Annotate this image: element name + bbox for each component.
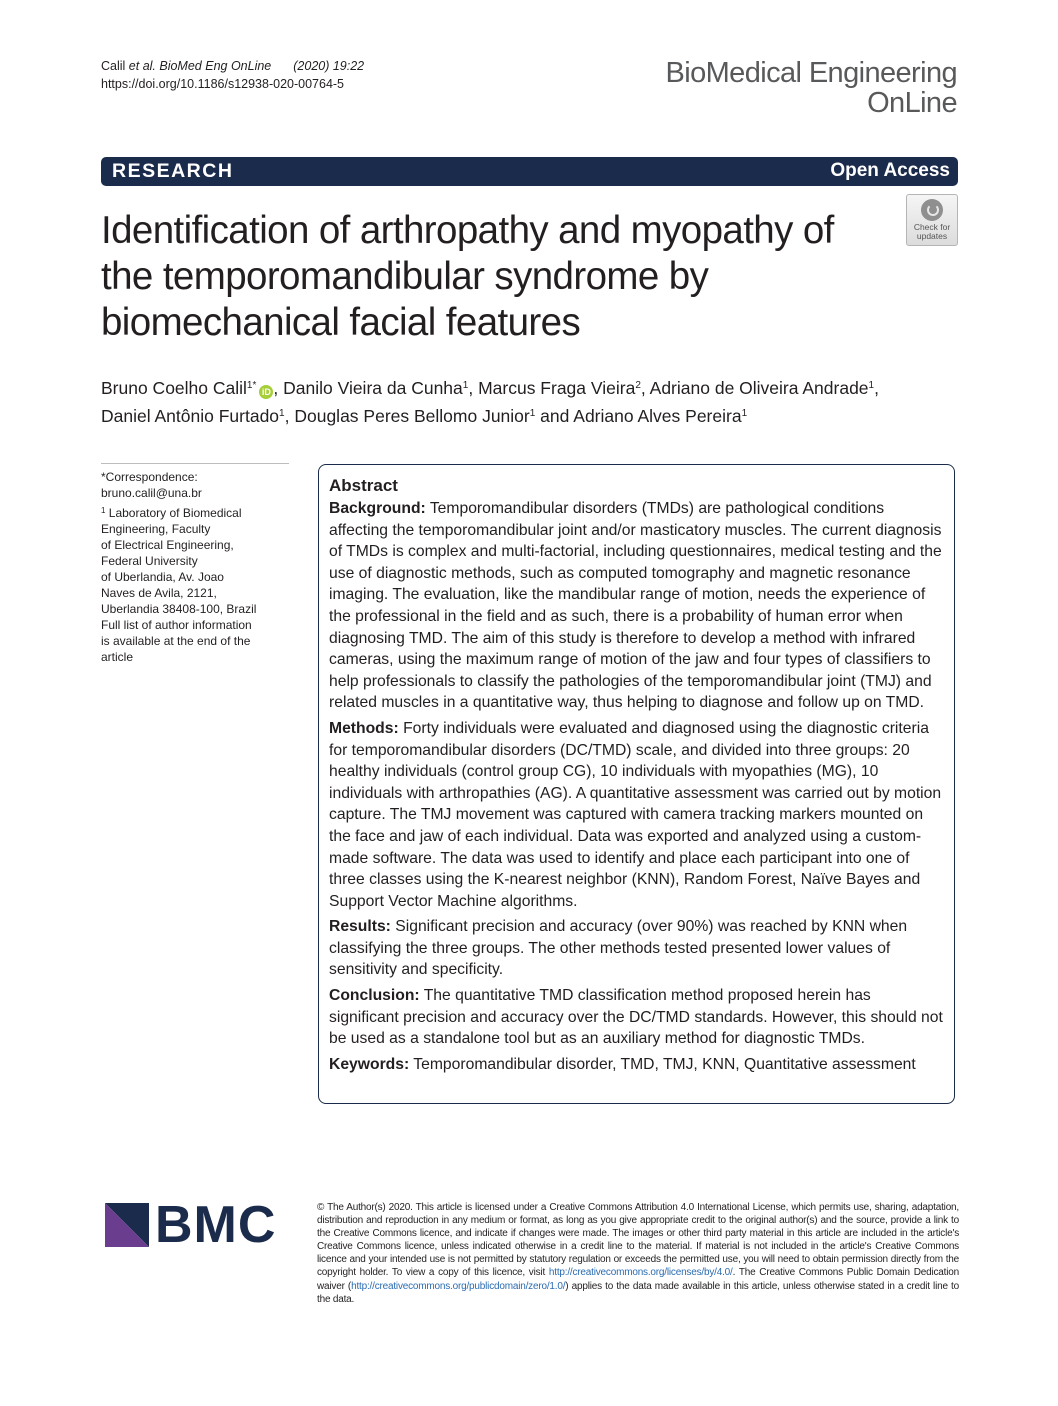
author-separator: , xyxy=(468,378,479,398)
license-text: © The Author(s) 2020. This article is licensed under a Creative Commons Attribution 4.0 International License, which permits use, sharing, adaptation, distribution and reproduction in any medium or format, as long as you give appropriate credit to the original author(s) and the source, provide a link to the Creative Commons licence, and indicate if changes were made. The images or other third party material in this article are included in the article's Creative Commons licence, unless indicated otherwise in a credit line to the material. If material is not included in the article's Creative Commons licence and your intended use is not permitted by statutory regulation or exceeds the permitted use, you will need to obtain permission directly from the copyright holder. To view a copy of this licence, visit http://creativecommons.org/licenses/by/4.0/. The Creative Commons Public Domain Dedication waiver (http://creativecommons.org/publicdomain/zero/1.0/) applies to the data made available in this article, unless otherwise stated in a credit line to the data. xyxy=(317,1202,960,1305)
author-name: Daniel Antônio Furtado xyxy=(101,406,280,426)
bmc-logo-text: BMC xyxy=(155,1196,277,1254)
abstract-section-label: Keywords: xyxy=(329,1055,410,1073)
check-updates-text: Check for updates xyxy=(913,222,951,241)
abstract-section-label: Results: xyxy=(329,918,391,936)
correspondence-text: *Correspondence: bruno.calil@una.br xyxy=(101,470,202,500)
abstract-section xyxy=(329,718,944,912)
check-updates-icon xyxy=(921,199,943,221)
citation-block xyxy=(101,57,364,93)
author-affiliation-sup: 1 xyxy=(529,408,536,419)
brand-line-2: OnLine xyxy=(867,87,957,119)
author-separator: , xyxy=(640,378,650,398)
abstract-section-label: Methods: xyxy=(329,719,399,737)
abstract-section-text: Temporomandibular disorders (TMDs) are pathological conditions affecting the temporomandibular joint and/or masticatory muscles. The current diagnosis of TMDs is complex and multi-factorial, including questionnaires, medical testing and the use of diagnostic methods, such as computed tomography and magnetic resonance imaging. The evaluation, like the mandibular range of motion, needs the experience of the professional in the field and as such, there is a probability of human error when diagnosing TMD. The aim of this study is therefore to develop a method with infrared cameras, using the maximum range of motion of the jaw and four types of classifiers to help professionals to classify the pathologies of the temporomandibular joint (TMJ) and related muscles in a quantitative way, thus helping to diagnose and follow up on TMD. xyxy=(329,500,942,712)
author-separator: and xyxy=(535,406,574,426)
abstract-box xyxy=(318,464,955,1104)
open-access-label: Open Access xyxy=(830,160,950,181)
abstract-section-text: Significant precision and accuracy (over 90%) was reached by KNN when classifying the three groups. The other methods tested presented lower values of sensitivity and specificity. xyxy=(329,918,908,979)
abstract-section-text: The quantitative TMD classification method proposed herein has significant precision and accuracy over the DC/TMD standards. However, this should not be used as a standalone tool but as an auxiliary method for diagnostic TMDs. xyxy=(329,987,943,1048)
author-name: Douglas Peres Bellomo Junior xyxy=(294,406,530,426)
author-name: Adriano de Oliveira Andrade xyxy=(649,378,869,398)
author-affiliation-sup: 1 xyxy=(741,408,748,419)
orcid-icon[interactable]: iD xyxy=(259,385,273,399)
citation-line xyxy=(101,57,364,75)
abstract-section xyxy=(329,1054,944,1076)
article-type-label: RESEARCH xyxy=(112,160,234,182)
license-link[interactable]: http://creativecommons.org/licenses/by/4.0/ xyxy=(548,1267,733,1279)
author-affiliation-sup: 1 xyxy=(462,380,469,391)
abstract-section xyxy=(329,916,944,981)
abstract-heading: Abstract xyxy=(329,476,398,495)
abstract-section xyxy=(329,498,944,714)
author-separator: , xyxy=(284,406,295,426)
author-separator: , xyxy=(273,378,284,398)
author-affiliation-sup: 1 xyxy=(868,380,875,391)
affiliation-sup: 1 xyxy=(101,506,106,515)
check-for-updates-badge[interactable] xyxy=(906,194,958,246)
abstract-section xyxy=(329,985,944,1050)
article-title: Identification of arthropathy and myopathy of the temporomandibular syndrome by biomechanical facial features xyxy=(101,209,834,344)
correspondence-sidebar xyxy=(101,463,289,665)
author-separator: , xyxy=(874,378,879,398)
public-domain-link[interactable]: http://creativecommons.org/publicdomain/zero/1.0/ xyxy=(351,1280,566,1292)
author-affiliation-sup: 1* xyxy=(246,380,257,391)
abstract-section-label: Background: xyxy=(329,500,426,517)
abstract-section-text: Temporomandibular disorder, TMD, TMJ, KNN, Quantitative assessment xyxy=(413,1055,916,1073)
article-type-banner xyxy=(101,157,958,186)
author-affiliation-sup: 1 xyxy=(279,408,285,419)
author-affiliation-sup: 2 xyxy=(635,380,641,391)
citation-journal: et al. BioMed Eng OnLine xyxy=(128,59,272,73)
affiliation-text: $^1$ Laboratory of Biomedical Engineering, Faculty of Electrical Engineering, Federal University of Uberlandia, Av. Joao Naves de Avila, 2121, Uberlandia 38408-100, Brazil Full list of author information is available at the end of the article xyxy=(101,506,257,664)
author-name: Danilo Vieira da Cunha xyxy=(283,378,463,398)
journal-brand xyxy=(666,58,957,118)
author-name: Bruno Coelho Calil xyxy=(101,378,247,398)
author-name: Marcus Fraga Vieira xyxy=(478,378,636,398)
author-name: Adriano Alves Pereira xyxy=(573,406,742,426)
abstract-section-label: Conclusion: xyxy=(329,987,420,1005)
bmc-logo-icon xyxy=(105,1203,149,1247)
brand-line-1: BioMedical Engineering xyxy=(665,57,957,89)
abstract-section-text: Forty individuals were evaluated and diagnosed using the diagnostic criteria for temporomandibular disorders (DC/TMD) scale, and divided into three groups: 20 healthy individuals (control group CG), 10 individuals with myopathies (MG), 10 individuals with arthropathies (AG). A quantitative assessment was carried out by motion capture. The TMJ movement was captured with camera tracking markers mounted on the face and jaw of each individual. Data was exported and analyzed using a custom-made software. The data was used to identify and place each participant into one of three classes using the K-nearest neighbor (KNN), Random Forest, Naïve Bayes and Support Vector Machine algorithms. xyxy=(329,719,942,910)
author-list xyxy=(101,374,931,430)
citation-author: Calil xyxy=(101,59,129,73)
abstract-sections xyxy=(329,498,944,1075)
citation-doi[interactable]: https://doi.org/10.1186/s12938-020-00764-5 xyxy=(101,77,345,91)
citation-year: (2020) 19:22 xyxy=(293,59,365,73)
